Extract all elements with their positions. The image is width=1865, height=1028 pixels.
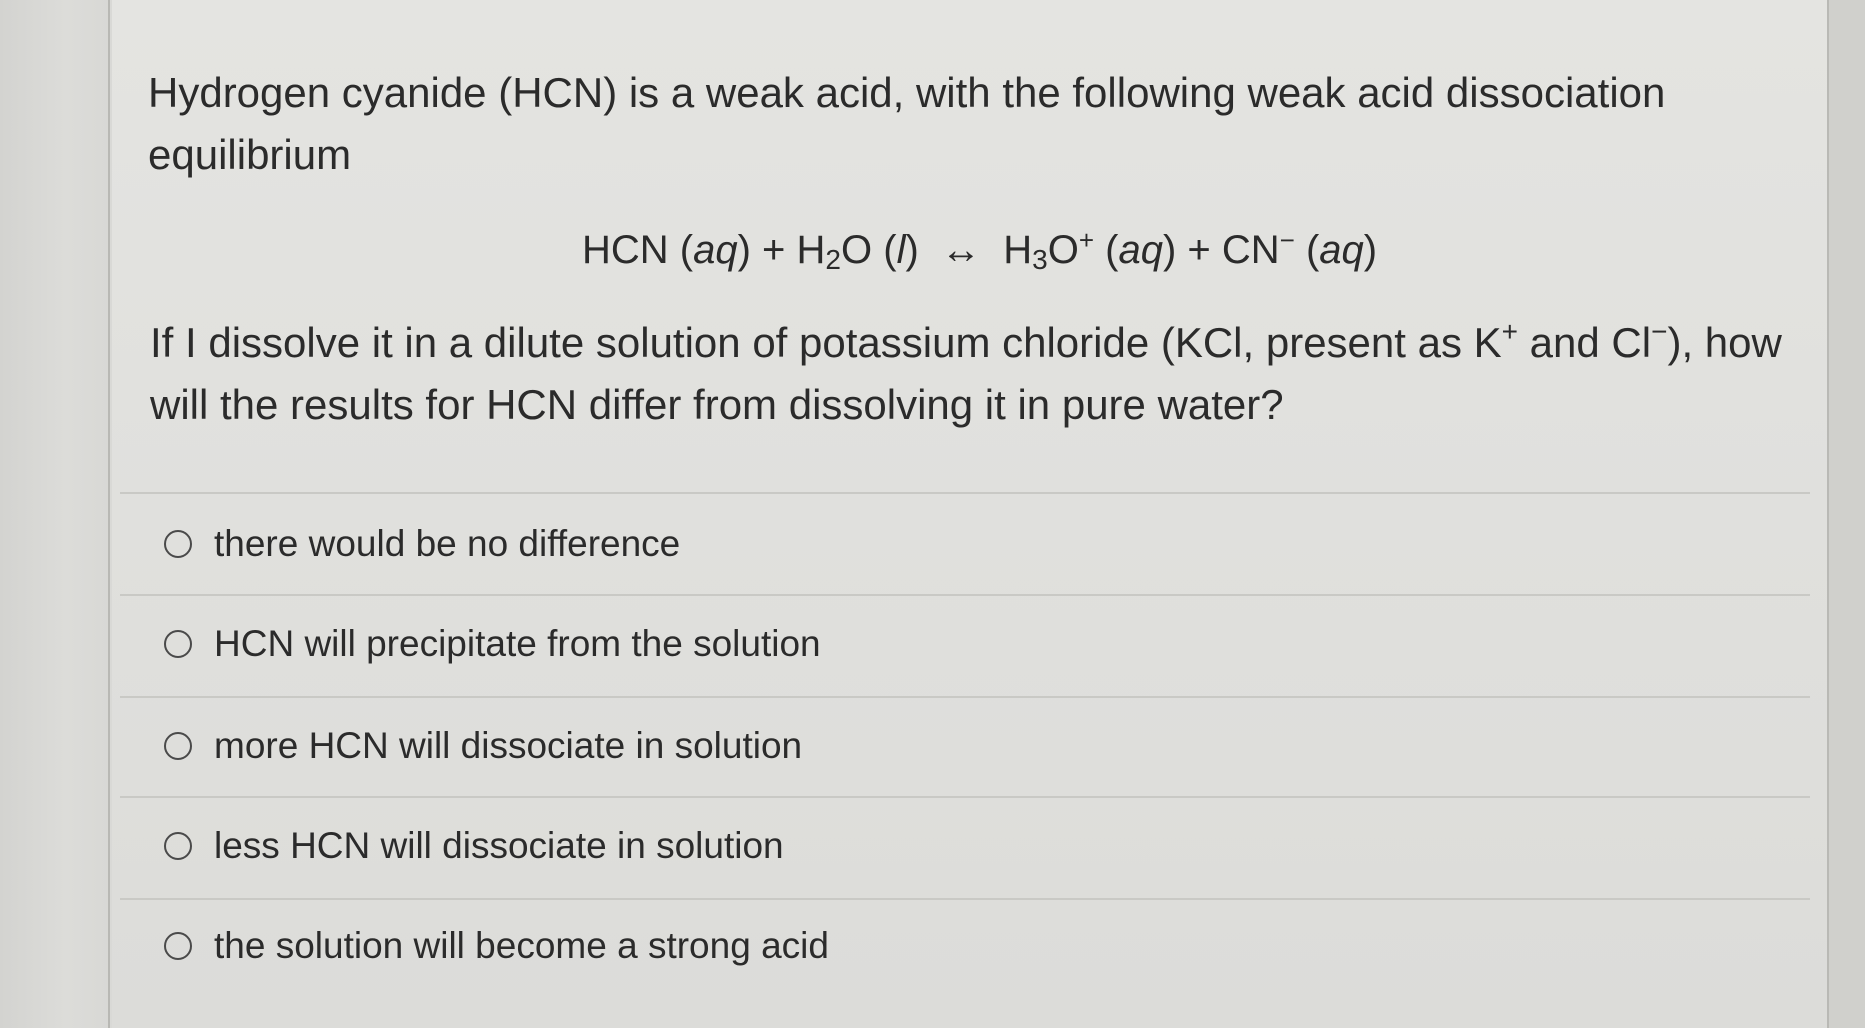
option-precipitate[interactable] xyxy=(164,614,821,674)
eq-product-cyanide: CN− xyxy=(1221,225,1295,272)
option-label: the solution will become a strong acid xyxy=(214,925,829,966)
divider xyxy=(120,796,1810,798)
divider xyxy=(120,492,1810,494)
eq-reactant-water: $H_2O$ xyxy=(796,228,873,275)
eq-plus: + xyxy=(1187,228,1211,272)
radio-button[interactable] xyxy=(164,630,192,658)
option-no-difference[interactable] xyxy=(164,514,680,574)
equilibrium-equation: HCN $(aq) + H_2O$ (l) ↔ $H_3O^+$ (aq) + CN− (aq) xyxy=(582,225,1378,275)
radio-button[interactable] xyxy=(164,932,192,960)
divider xyxy=(120,594,1810,596)
left-margin xyxy=(0,0,110,1028)
eq-arrow: ↔ xyxy=(941,228,981,272)
option-label: more HCN will dissociate in solution xyxy=(214,725,803,766)
option-less-dissociate[interactable] xyxy=(164,816,784,876)
divider xyxy=(120,898,1810,900)
eq-state: aq xyxy=(693,228,738,272)
eq-reactant-hcn: HCN xyxy=(582,228,669,272)
radio-button[interactable] xyxy=(164,832,192,860)
option-label: there would be no difference xyxy=(214,523,681,564)
radio-button[interactable] xyxy=(164,530,192,558)
radio-button[interactable] xyxy=(164,732,192,760)
eq-product-hydronium: $H_3O^+$ xyxy=(1003,225,1095,275)
eq-state: aq xyxy=(1319,228,1364,272)
right-margin xyxy=(1827,0,1865,1028)
eq-state: l xyxy=(896,228,906,272)
question-intro: Hydrogen cyanide (HCN) is a weak acid, with the following weak acid dissociation equilibrium xyxy=(148,69,1666,178)
option-label: less HCN will dissociate in solution xyxy=(214,825,784,866)
question-panel xyxy=(112,0,1827,1028)
eq-plus: + xyxy=(762,228,786,272)
eq-state: aq xyxy=(1118,228,1163,272)
divider xyxy=(120,696,1810,698)
question-prompt: If I dissolve it in a dilute solution of potassium chloride (KCl, present as K+ and Cl−), how will the results for HCN differ from dissolving it in pure water? xyxy=(150,316,1782,428)
option-more-dissociate[interactable] xyxy=(164,716,802,776)
option-strong-acid[interactable] xyxy=(164,916,829,976)
option-label: HCN will precipitate from the solution xyxy=(214,623,821,664)
